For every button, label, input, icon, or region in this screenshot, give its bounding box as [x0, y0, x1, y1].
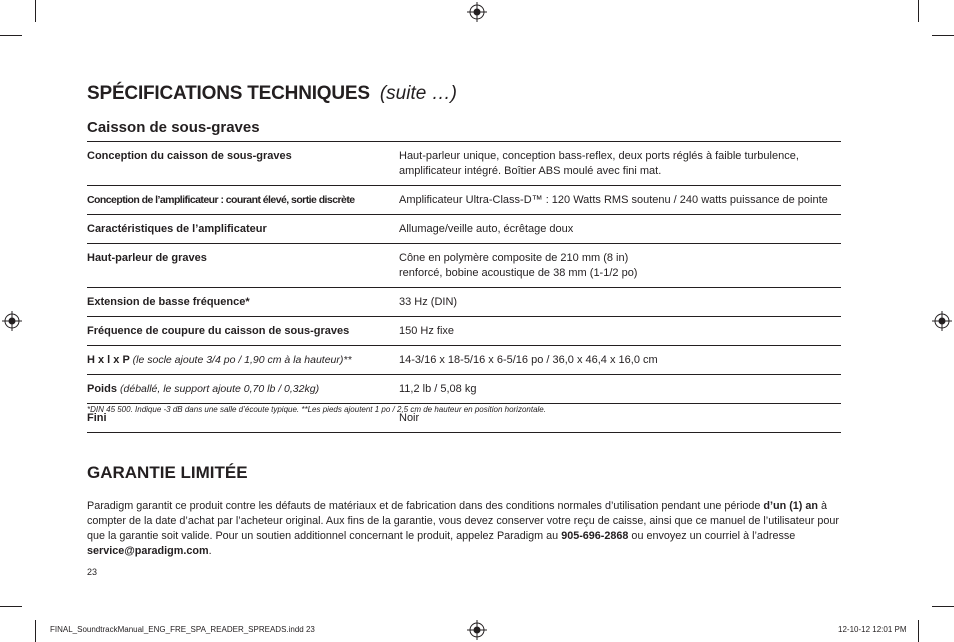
- slug-timestamp: 12-10-12 12:01 PM: [838, 625, 907, 634]
- spec-table: [87, 141, 841, 433]
- footnote: *DIN 45 500. Indique -3 dB dans une salle d’écoute typique. **Les pieds ajoutent 1 po / 2,5 cm de hauteur en position horizontale.: [87, 405, 546, 414]
- crop-mark: [932, 606, 954, 607]
- warranty-title: GARANTIE LIMITÉE: [87, 463, 248, 482]
- spec-value: Haut-parleur unique, conception bass-reflex, deux ports réglés à faible turbulence, amplificateur intégré. Boîtier ABS moulé avec fini mat.: [399, 150, 799, 177]
- spec-value: 14-3/16 x 18-5/16 x 6-5/16 po / 36,0 x 46,4 x 16,0 cm: [399, 354, 658, 366]
- title-text: SPÉCIFICATIONS TECHNIQUES: [87, 83, 370, 104]
- spec-value: 33 Hz (DIN): [399, 296, 458, 308]
- spec-label: Haut-parleur de graves: [87, 252, 207, 264]
- spec-value: Cône en polymère composite de 210 mm (8 in) renforcé, bobine acoustique de 38 mm (1-1/2 po): [399, 252, 638, 279]
- spec-label: H x l x P (le socle ajoute 3/4 po / 1,90 cm à la hauteur)**: [87, 354, 352, 366]
- crop-mark: [918, 0, 919, 22]
- table-row: [87, 244, 841, 288]
- spec-label: Conception de l’amplificateur : courant élevé, sortie discrète: [87, 194, 355, 206]
- registration-mark-icon: [2, 311, 22, 331]
- crop-mark: [0, 606, 22, 607]
- slug-filename: FINAL_SoundtrackManual_ENG_FRE_SPA_READER_SPREADS.indd 23: [50, 625, 315, 634]
- section-subtitle: Caisson de sous-graves: [87, 119, 260, 136]
- page-number: 23: [87, 567, 98, 577]
- spec-label: Caractéristiques de l’amplificateur: [87, 223, 267, 235]
- spec-label: Extension de basse fréquence*: [87, 296, 250, 308]
- spec-label: Fréquence de coupure du caisson de sous-graves: [87, 325, 350, 337]
- title-suffix: (suite …): [379, 83, 457, 104]
- warranty-period: d’un (1) an: [763, 500, 819, 512]
- spec-value: 11,2 lb / 5,08 kg: [399, 383, 477, 395]
- table-row: [87, 288, 841, 317]
- table-row: [87, 317, 841, 346]
- registration-mark-icon: [467, 620, 487, 640]
- crop-mark: [0, 35, 22, 36]
- spec-value: Amplificateur Ultra-Class-D™ : 120 Watts RMS soutenu / 240 watts puissance de pointe: [399, 194, 828, 206]
- table-row: [87, 142, 841, 186]
- crop-mark: [932, 35, 954, 36]
- spec-value: Noir: [399, 412, 420, 424]
- table-row: [87, 346, 841, 375]
- crop-mark: [918, 620, 919, 642]
- spec-note: (déballé, le support ajoute 0,70 lb / 0,32kg): [120, 383, 320, 395]
- spec-note: (le socle ajoute 3/4 po / 1,90 cm à la hauteur)**: [132, 354, 352, 366]
- table-row: [87, 186, 841, 215]
- warranty-text: Paradigm garantit ce produit contre les défauts de matériaux et de fabrication dans des conditions normales d’utilisation pendant une période d’un (1) an à compter de la date d’achat par l’acheteur original. Aux fins de la garantie, vous devez conserver votre reçu de caisse, ainsi que ce manuel de l’utilisateur pour que la garantie soit valide. Pour un soutien additionnel concernant le produit, appelez Paradigm au 905-696-2868 ou envoyez un courriel à l’adresse service@paradigm.com.: [87, 500, 840, 557]
- email-address: service@paradigm.com: [87, 545, 209, 557]
- crop-mark: [35, 620, 36, 642]
- spec-label: Conception du caisson de sous-graves: [87, 150, 292, 162]
- spec-label: Fini: [87, 412, 107, 424]
- page-title: [87, 83, 457, 105]
- table-row: [87, 375, 841, 404]
- spec-value: 150 Hz fixe: [399, 325, 455, 337]
- phone-number: 905-696-2868: [561, 530, 629, 542]
- spec-value: Allumage/veille auto, écrêtage doux: [399, 223, 574, 235]
- registration-mark-icon: [932, 311, 952, 331]
- crop-mark: [35, 0, 36, 22]
- registration-mark-icon: [467, 2, 487, 22]
- spec-label: Poids (déballé, le support ajoute 0,70 lb / 0,32kg): [87, 383, 320, 395]
- table-row: [87, 215, 841, 244]
